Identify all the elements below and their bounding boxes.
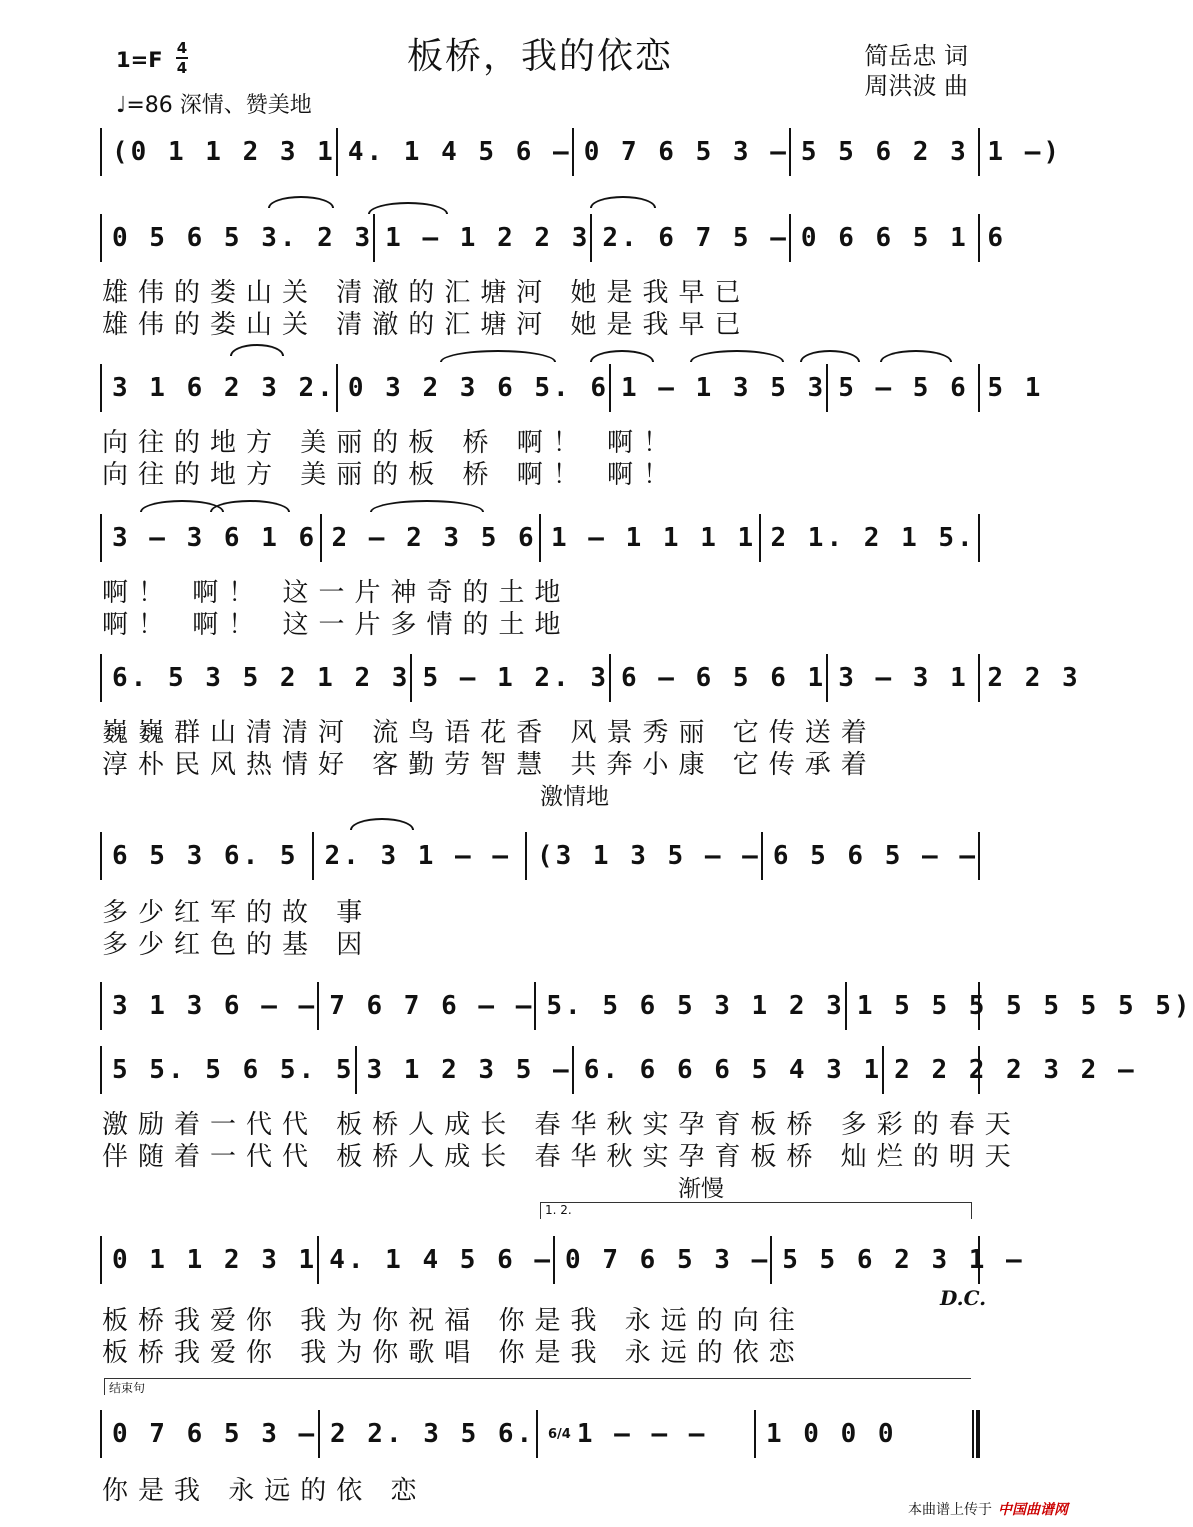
notes: 2. 6 7 5 – <box>602 223 789 253</box>
measure <box>319 1236 555 1284</box>
measure <box>102 1236 319 1284</box>
notes: 0 7 6 5 3 – <box>583 137 789 167</box>
staff <box>100 1410 980 1458</box>
composer-credit: 周洪波 曲 <box>864 72 968 100</box>
notes: 3 1 2 3 5 – <box>366 1055 572 1085</box>
lyric-line-1: 板桥我爱你 我为你祝福 你是我 永远的向往 <box>102 1306 805 1336</box>
lyric-line-1: 向往的地方 美丽的板 桥 啊！ 啊！ <box>102 428 680 458</box>
meter-change: 6/4 <box>548 1426 571 1442</box>
measure <box>536 982 846 1030</box>
notes: 0 3 2 3 6 5. 6 <box>347 373 609 403</box>
lyric-line-2: 雄伟的娄山关 清澈的汇塘河 她是我早已 <box>102 310 751 340</box>
staff <box>100 514 980 562</box>
lyric-line-1: 雄伟的娄山关 清澈的汇塘河 她是我早已 <box>102 278 751 308</box>
coda-label: 结束句 <box>109 1381 146 1395</box>
notes: 2 2. 3 5 6. <box>330 1419 536 1449</box>
slur <box>210 500 290 512</box>
staff <box>100 1236 1025 1284</box>
notes: 6 5 6 5 – – <box>772 841 978 871</box>
notes: 5 – 1 2. 3 <box>422 663 609 693</box>
lyric-line-1: 激励着一代代 板桥人成长 春华秋实孕育板桥 多彩的春天 <box>102 1110 1021 1140</box>
upload-text: 本曲谱上传于 <box>908 1502 992 1518</box>
notes: 0 5 6 5 3. 2 3 <box>112 223 374 253</box>
lyricist-credit: 简岳忠 词 <box>864 42 968 70</box>
measure <box>338 128 574 176</box>
measure <box>611 654 828 702</box>
lyric-line-1: 你是我 永远的依 恋 <box>102 1476 427 1506</box>
measure <box>847 982 1193 1030</box>
measure <box>320 1410 538 1458</box>
site-logo: 中国曲谱网 <box>998 1502 1068 1518</box>
notes: 1 – 1 3 5 3 <box>621 373 827 403</box>
measure <box>611 364 828 412</box>
measure <box>102 1410 320 1458</box>
notes: 7 6 7 6 – – <box>329 991 535 1021</box>
measure <box>791 128 1062 176</box>
staff <box>100 832 980 880</box>
da-capo-marking: D.C. <box>940 1286 987 1310</box>
notes: 5. 5 6 5 3 1 2 3 <box>546 991 845 1021</box>
slur <box>590 350 654 362</box>
notes: 1 – 1 2 2 3 <box>385 223 591 253</box>
notes: 0 7 6 5 3 – <box>565 1245 771 1275</box>
measure <box>102 514 322 562</box>
notes: 6. 5 3 5 2 1 2 3 <box>112 663 411 693</box>
measure <box>102 1046 357 1094</box>
notes: 6 5 3 6. 5 <box>112 841 299 871</box>
coda-bracket <box>104 1378 971 1395</box>
measure <box>884 1046 1137 1094</box>
notes: 2 1. 2 1 5. <box>770 523 976 553</box>
notes: 5 5 6 2 3 1 –) <box>800 137 1063 167</box>
lyric-line-2: 多少红色的基 因 <box>102 930 373 960</box>
lyric-line-1: 多少红军的故 事 <box>102 898 373 928</box>
measure <box>763 832 978 880</box>
measure <box>541 514 761 562</box>
notes: 3 1 3 6 – – <box>112 991 318 1021</box>
measure <box>527 832 763 880</box>
notes: 5 5 6 2 3 1 – <box>782 1245 1025 1275</box>
lyric-line-2: 伴随着一代代 板桥人成长 春华秋实孕育板桥 灿烂的明天 <box>102 1142 1021 1172</box>
slur <box>440 350 556 362</box>
notes: 4. 1 4 5 6 – <box>329 1245 554 1275</box>
measure <box>574 1046 884 1094</box>
notes: 6 – 6 5 6 1 <box>621 663 827 693</box>
staff <box>100 214 1007 262</box>
notes: 5 – 5 6 5 1 <box>838 373 1044 403</box>
expression-marking: 渐慢 <box>678 1176 724 1202</box>
time-signature-top: 4 <box>176 39 188 57</box>
staff <box>100 128 1063 176</box>
notes: 2 – 2 3 5 6 <box>331 523 537 553</box>
notes: 4. 1 4 5 6 – <box>347 137 572 167</box>
measure <box>102 832 314 880</box>
lyric-line-2: 啊！ 啊！ 这一片多情的土地 <box>102 610 571 640</box>
site-footer <box>908 1499 1068 1519</box>
lyric-line-1: 巍巍群山清清河 流鸟语花香 风景秀丽 它传送着 <box>102 718 877 748</box>
slur <box>800 350 860 362</box>
volta-label: 1. 2. <box>545 1203 572 1217</box>
measure <box>538 1410 756 1458</box>
measure <box>555 1236 772 1284</box>
slur <box>368 202 448 214</box>
lyric-line-2: 淳朴民风热情好 客勤劳智慧 共奔小康 它传承着 <box>102 750 877 780</box>
page-title: 板桥，我的依恋 <box>406 36 673 77</box>
slur <box>268 196 334 208</box>
measure <box>102 982 319 1030</box>
slur <box>880 350 952 362</box>
staff <box>100 654 1081 702</box>
measure <box>772 1236 1025 1284</box>
notes: 1 5 5 5 5 5 5 5 5) <box>856 991 1193 1021</box>
notes: 1 – – – <box>576 1419 708 1449</box>
notes: (0 1 1 2 3 1 <box>112 137 336 167</box>
slur <box>690 350 784 362</box>
notes: 1 – 1 1 1 1 <box>551 523 757 553</box>
slur <box>370 500 484 512</box>
notes: 3 – 3 6 1 6 <box>112 523 318 553</box>
measure <box>357 1046 574 1094</box>
measure <box>338 364 611 412</box>
slur <box>230 344 284 356</box>
key-signature: 1=F <box>116 48 163 72</box>
notes: 5 5. 5 6 5. 5 <box>112 1055 355 1085</box>
notes: (3 1 3 5 – – <box>536 841 761 871</box>
tempo-marking: ♩=86 深情、赞美地 <box>116 93 312 118</box>
lyric-line-1: 啊！ 啊！ 这一片神奇的土地 <box>102 578 571 608</box>
staff <box>100 364 1044 412</box>
time-signature <box>176 40 188 76</box>
notes: 0 1 1 2 3 1 <box>112 1245 318 1275</box>
measure <box>314 832 526 880</box>
notes: 2 2 2 2 3 2 – <box>894 1055 1137 1085</box>
measure <box>319 982 536 1030</box>
notes: 6. 6 6 6 5 4 3 1 <box>583 1055 883 1085</box>
volta-bracket <box>540 1202 972 1219</box>
expression-marking: 激情地 <box>540 784 609 810</box>
staff <box>100 982 1193 1030</box>
measure <box>322 514 542 562</box>
measure <box>102 364 338 412</box>
measure <box>102 128 338 176</box>
lyric-line-2: 板桥我爱你 我为你歌唱 你是我 永远的依恋 <box>102 1338 805 1368</box>
time-signature-bottom: 4 <box>176 59 188 77</box>
measure <box>412 654 611 702</box>
measure <box>761 514 979 562</box>
notes: 0 6 6 5 1 6 <box>800 223 1007 253</box>
notes: 3 1 6 2 3 2. <box>112 373 336 403</box>
slur <box>350 818 414 830</box>
measure <box>756 1410 978 1458</box>
measure <box>791 214 1006 262</box>
measure <box>375 214 592 262</box>
measure <box>828 364 1043 412</box>
measure <box>102 654 412 702</box>
staff <box>100 1046 1137 1094</box>
notes: 1 0 0 0 <box>766 1419 897 1449</box>
measure <box>102 214 375 262</box>
notes: 2. 3 1 – – <box>324 841 512 871</box>
measure <box>828 654 1081 702</box>
slur <box>590 196 656 208</box>
lyric-line-2: 向往的地方 美丽的板 桥 啊！ 啊！ <box>102 460 680 490</box>
notes: 3 – 3 1 2 2 3 <box>838 663 1081 693</box>
measure <box>574 128 791 176</box>
measure <box>592 214 791 262</box>
notes: 0 7 6 5 3 – <box>112 1419 318 1449</box>
